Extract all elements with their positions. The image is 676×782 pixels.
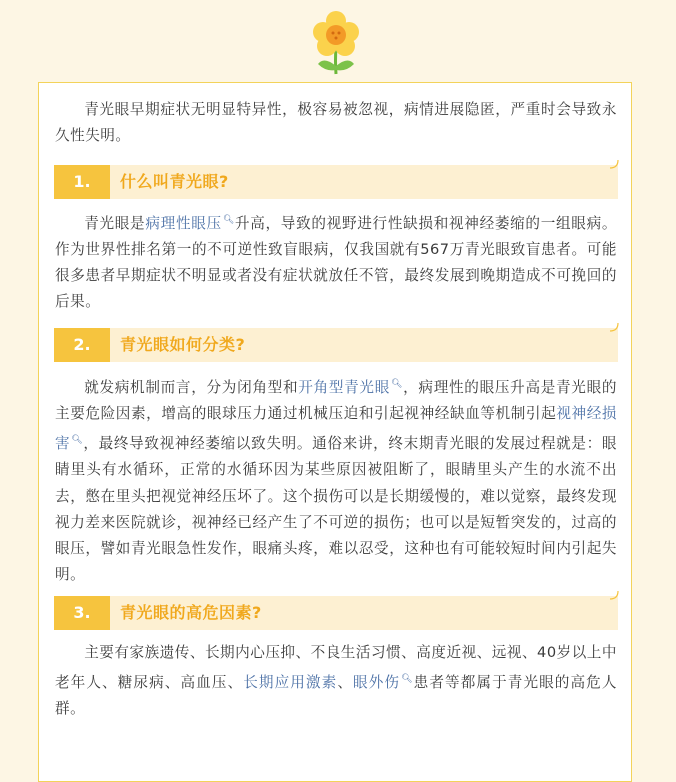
section-3-title: 青光眼的高危因素? (120, 603, 262, 622)
search-icon[interactable]: 🔍︎ (71, 435, 84, 446)
search-icon[interactable]: 🔍︎ (401, 674, 414, 685)
search-icon[interactable]: 🔍︎ (222, 215, 235, 225)
section-1-header (54, 165, 618, 199)
section-2-title: 青光眼如何分类? (120, 335, 246, 354)
flower-icon (306, 8, 366, 76)
link-optic-nerve-damage[interactable]: 视神经损害 (55, 405, 617, 453)
link-eye-trauma[interactable]: 眼外伤 (353, 674, 401, 692)
section-1-title: 什么叫青光眼? (120, 172, 229, 191)
article-card (38, 82, 632, 782)
corner-swirl-icon (608, 158, 620, 170)
section-2-body: 就发病机制而言，分为闭角型和开角型青光眼🔍︎，病理性的眼压升高是青光眼的主要危险因素，增高的眼球压力通过机械压迫和引起视神经缺血等机制引起视神经损害🔍︎，最终导致视神经萎缩以致失明。通俗来讲，终末期青光眼的发展过程就是：眼睛里头有水循环，正常的水循环因为某些原因被阻断了，眼睛里头产生的水流不出去，憋在里头把视觉神经压坏了。这个损伤可以是长期缓慢的，难以觉察，最终发现视力差来医院就诊，视神经已经产生了不可逆的损伤；也可以是短暂突发的，过高的眼压，譬如青光眼急性发作，眼痛头疼，难以忍受，这种也有可能较短时间内引起失明。 (55, 378, 617, 584)
section-1-body: 青光眼是病理性眼压🔍︎升高，导致的视野进行性缺损和视神经萎缩的一组眼病。作为世界性排名第一的不可逆性致盲眼病，仅我国就有567万青光眼致盲患者。可能很多患者早期症状不明显或者没有症状就放任不管，最终发展到晚期造成不可挽回的后果。 (55, 214, 617, 311)
link-open-angle-glaucoma[interactable]: 开角型青光眼 (298, 378, 390, 396)
search-icon[interactable]: 🔍︎ (391, 379, 404, 389)
section-3-header (54, 596, 618, 630)
section-3-body: 主要有家族遗传、长期内心压抑、不良生活习惯、高度近视、远视、40岁以上中老年人、糖尿病、高血压、长期应用激素、眼外伤🔍︎患者等都属于青光眼的高危人群。 (55, 644, 617, 718)
corner-swirl-icon (608, 321, 620, 333)
section-3-number: 3. (54, 596, 110, 630)
corner-swirl-icon (608, 589, 620, 601)
section-2-number: 2. (54, 328, 110, 362)
intro-paragraph: 青光眼早期症状无明显特异性，极容易被忽视，病情进展隐匿，严重时会导致永久性失明。 (55, 101, 617, 145)
link-pathological-iop[interactable]: 病理性眼压 (145, 214, 222, 232)
link-long-term-steroids[interactable]: 长期应用激素 (243, 674, 338, 692)
section-1-number: 1. (54, 165, 110, 199)
section-2-header (54, 328, 618, 362)
